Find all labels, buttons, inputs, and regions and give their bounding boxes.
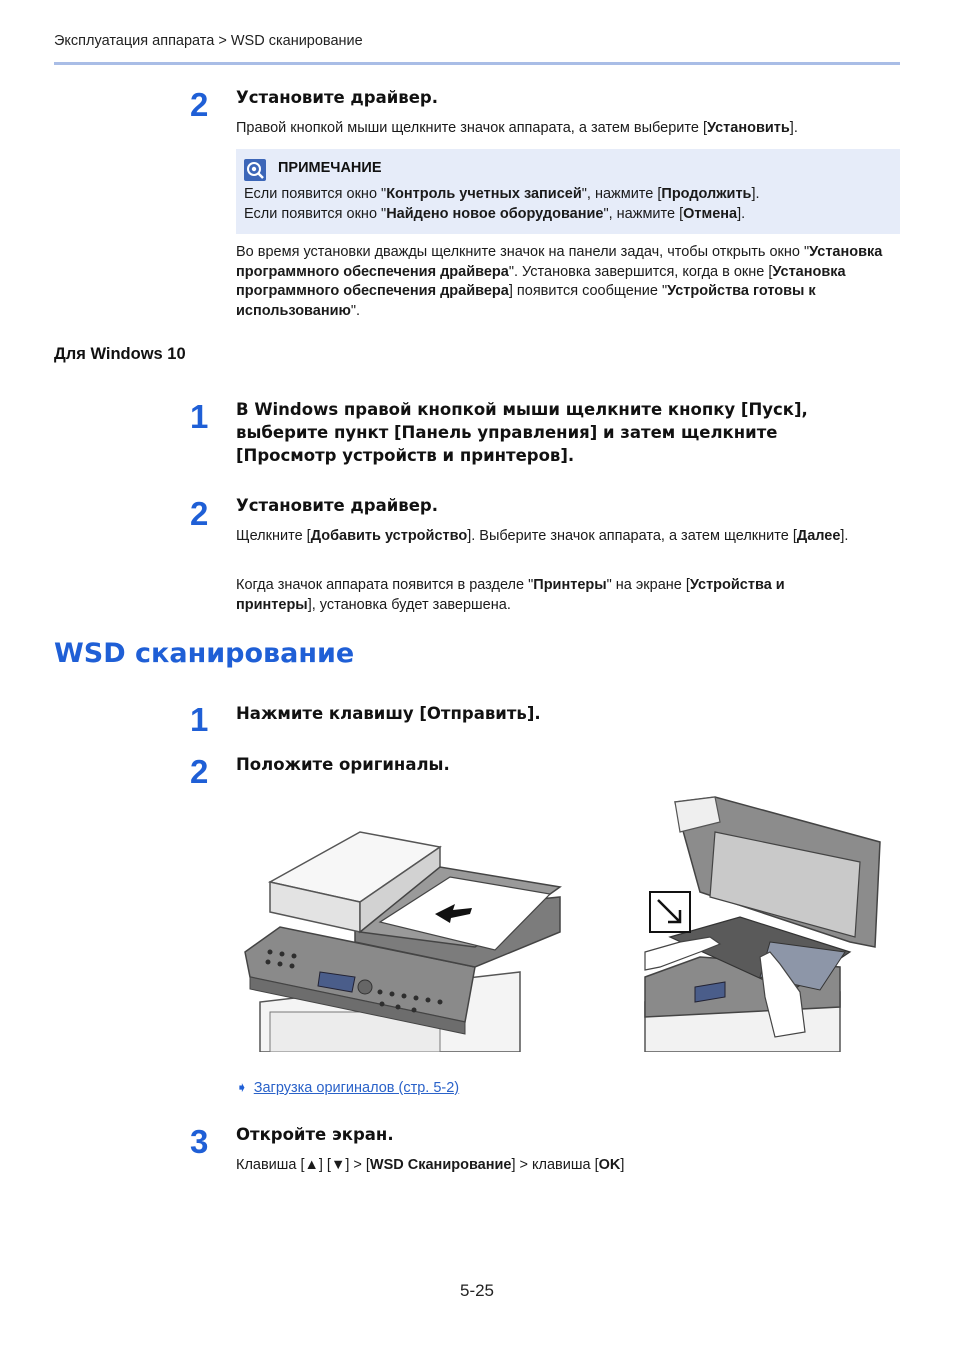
reference-link[interactable]: ➧ Загрузка оригиналов (стр. 5-2) xyxy=(236,1079,460,1096)
step-title: В Windows правой кнопкой мыши щелкните кнопку [Пуск], выберите пункт [Панель управления] и затем щелкните [Просмотр устройств и принтеров]. xyxy=(236,400,808,465)
note-line: Если появится окно "Найдено новое оборудование", нажмите [Отмена]. xyxy=(244,206,746,222)
step-number: 1 xyxy=(190,398,209,435)
printer-platen-illustration xyxy=(640,792,890,1052)
step-instruction: Когда значок аппарата появится в разделе "Принтеры" на экране [Устройства и принтеры], установка будет завершена. xyxy=(236,577,785,613)
step-instruction: Клавиша [▲] [▼] > [WSD Сканирование] > клавиша [OK] xyxy=(236,1157,625,1173)
step-instruction: Щелкните [Добавить устройство]. Выберите значок аппарата, а затем щелкните [Далее]. xyxy=(236,528,849,544)
note-icon xyxy=(244,159,266,181)
page-number: 5-25 xyxy=(459,1281,495,1300)
step-title: Откройте экран. xyxy=(236,1125,394,1144)
step-number: 2 xyxy=(190,495,209,532)
note-title: ПРИМЕЧАНИЕ xyxy=(278,160,382,176)
step-number: 3 xyxy=(190,1123,209,1160)
step-title: Положите оригиналы. xyxy=(236,755,450,774)
breadcrumb: Эксплуатация аппарата > WSD сканирование xyxy=(54,33,363,49)
step-title: Установите драйвер. xyxy=(236,88,438,107)
header-divider xyxy=(54,62,900,65)
step-number: 2 xyxy=(190,753,209,790)
note-line: Если появится окно "Контроль учетных записей", нажмите [Продолжить]. xyxy=(244,186,760,202)
step-number: 2 xyxy=(190,86,209,123)
step-title: Нажмите клавишу [Отправить]. xyxy=(236,704,541,723)
windows10-heading: Для Windows 10 xyxy=(54,345,186,363)
section-title: WSD сканирование xyxy=(54,638,355,669)
printer-document-feeder-illustration xyxy=(240,822,570,1052)
install-paragraph: Во время установки дважды щелкните значок на панели задач, чтобы открыть окно "Установка программного обеспечения драйвера". Установка завершится, когда в окне [Установка программного обеспечения драйвера] появится сообщение "Устройства готовы к использованию". xyxy=(236,244,883,319)
note-box xyxy=(236,149,900,234)
step-instruction: Правой кнопкой мыши щелкните значок аппарата, а затем выберите [Установить]. xyxy=(236,120,798,136)
step-title: Установите драйвер. xyxy=(236,496,438,515)
step-number: 1 xyxy=(190,701,209,738)
link-arrow-icon: ➧ xyxy=(236,1079,248,1095)
